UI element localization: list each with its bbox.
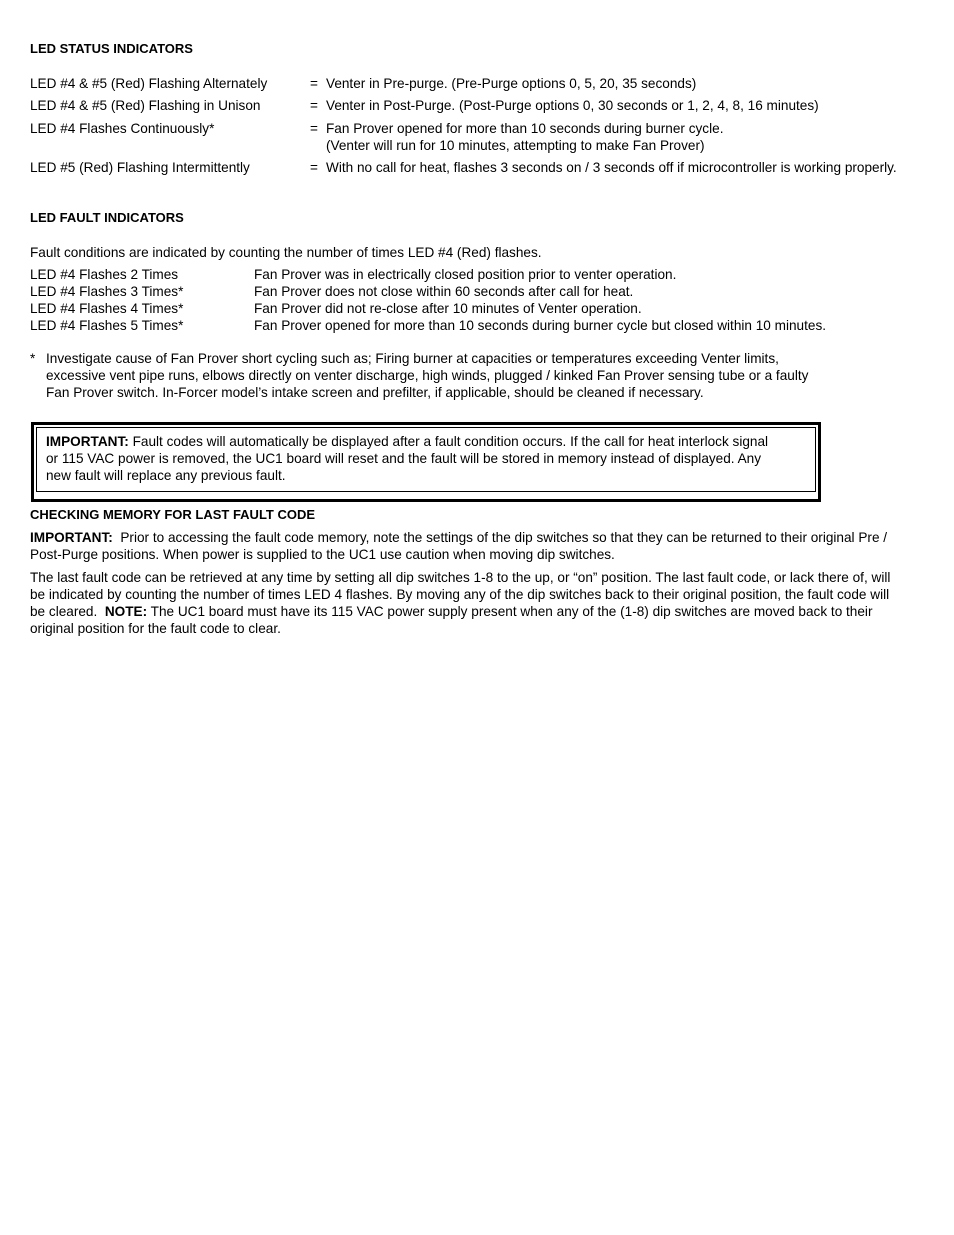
fault-label: LED #4 Flashes 5 Times* [30,318,184,333]
memory-paragraph-1 [30,529,930,563]
important-notice-line: or 115 VAC power is removed, the UC1 board will reset and the fault will be stored in memory instead of displayed. Any [46,451,762,466]
status-label: LED #4 Flashes Continuously* [30,121,215,136]
status-heading: LED STATUS INDICATORS [30,41,193,56]
equals-sign: = [310,98,318,113]
footnote [46,350,846,401]
status-description-continued: (Venter will run for 10 minutes, attempting to make Fan Prover) [326,138,705,153]
important-notice-box [31,422,821,502]
fault-description: Fan Prover did not re-close after 10 minutes of Venter operation. [254,301,642,316]
status-label: LED #4 & #5 (Red) Flashing in Unison [30,98,261,113]
note-label: NOTE: [104,604,148,619]
equals-sign: = [310,76,318,91]
important-label: IMPORTANT: [46,434,129,449]
paragraph-line [30,603,930,620]
fault-label: LED #4 Flashes 3 Times* [30,284,184,299]
footnote-line: Investigate cause of Fan Prover short cycling such as; Firing burner at capacities or temperatures exceeding Venter limits, [46,351,779,366]
important-notice-line [46,433,815,450]
footnote-line: excessive vent pipe runs, elbows directly on venter discharge, high winds, plugged / kinked Fan Prover sensing tube or a faulty [46,368,809,383]
important-text: Fault codes will automatically be displayed after a fault condition occurs. If the call for heat interlock signal [128,434,769,449]
footnote-line: Fan Prover switch. In-Forcer model’s intake screen and prefilter, if applicable, should be cleaned if necessary. [46,385,704,400]
fault-description: Fan Prover was in electrically closed position prior to venter operation. [254,267,677,282]
status-label: LED #5 (Red) Flashing Intermittently [30,160,250,175]
equals-sign: = [310,121,318,136]
fault-label: LED #4 Flashes 4 Times* [30,301,184,316]
paragraph-text: The UC1 board must have its 115 VAC power supply present when any of the (1-8) dip switches are moved back to their [147,604,873,619]
fault-description: Fan Prover opened for more than 10 seconds during burner cycle but closed within 10 minutes. [254,318,827,333]
paragraph-line: original position for the fault code to clear. [30,621,281,636]
fault-intro: Fault conditions are indicated by counting the number of times LED #4 (Red) flashes. [30,245,542,260]
paragraph-line: Post-Purge positions. When power is supplied to the UC1 use caution when moving dip switches. [30,547,615,562]
status-description: With no call for heat, flashes 3 seconds on / 3 seconds off if microcontroller is working properly. [326,160,897,175]
memory-heading: CHECKING MEMORY FOR LAST FAULT CODE [30,507,316,522]
fault-heading: LED FAULT INDICATORS [30,210,184,225]
status-description: Fan Prover opened for more than 10 seconds during burner cycle. [326,121,724,136]
important-label: IMPORTANT: [30,530,113,545]
memory-paragraph-2 [30,569,930,637]
equals-sign: = [310,160,318,175]
paragraph-line: The last fault code can be retrieved at any time by setting all dip switches 1-8 to the up, or “on” position. The last fault code, or lack there of, will [30,570,891,585]
status-label: LED #4 & #5 (Red) Flashing Alternately [30,76,268,91]
fault-label: LED #4 Flashes 2 Times [30,267,179,282]
status-description: Venter in Post-Purge. (Post-Purge options 0, 30 seconds or 1, 2, 4, 8, 16 minutes) [326,98,819,113]
paragraph-line [30,529,930,546]
important-notice-inner [36,427,816,492]
important-notice-line: new fault will replace any previous fault. [46,468,286,483]
status-description: Venter in Pre-purge. (Pre-Purge options 0, 5, 20, 35 seconds) [326,76,697,91]
paragraph-line: be indicated by counting the number of times LED 4 flashes. By moving any of the dip switches back to their original position, the fault code will [30,587,890,602]
paragraph-text: Prior to accessing the fault code memory, note the settings of the dip switches so that they can be returned to their original Pre / [112,530,888,545]
footnote-asterisk: * [30,351,36,366]
fault-description: Fan Prover does not close within 60 seconds after call for heat. [254,284,634,299]
paragraph-text: be cleared. [30,604,105,619]
